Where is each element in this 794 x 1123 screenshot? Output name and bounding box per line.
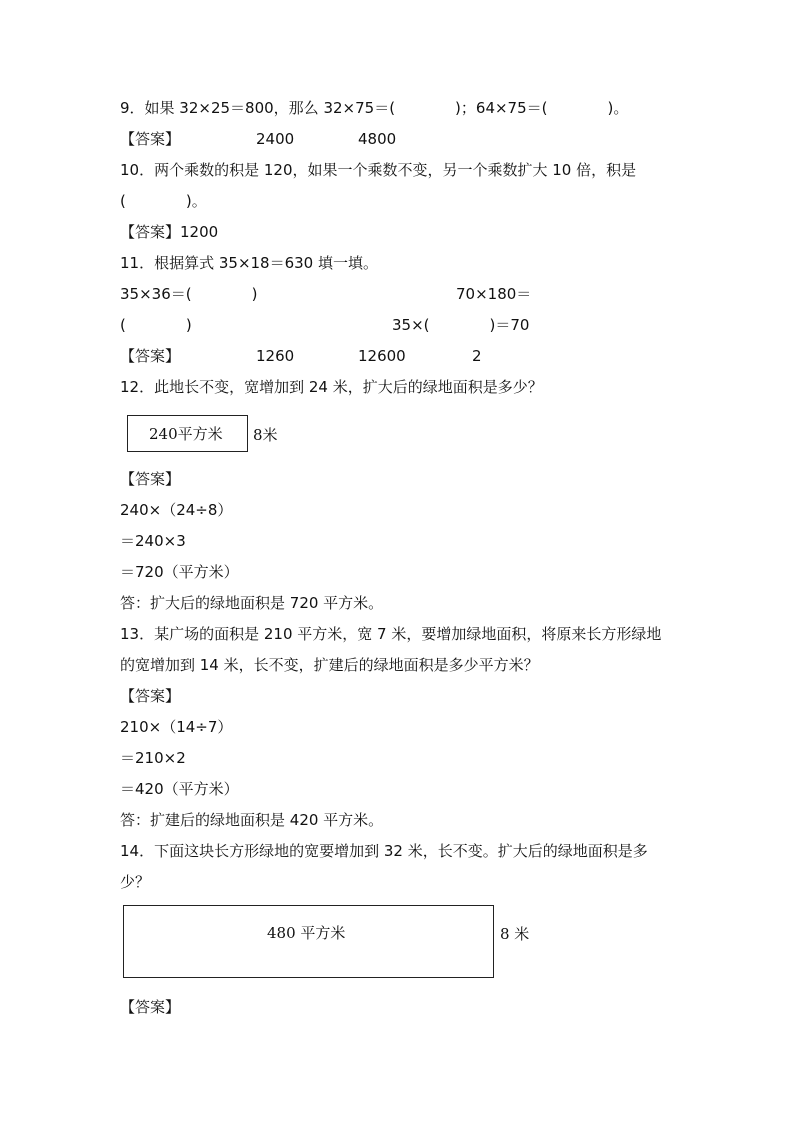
q10-answer: 【答案】1200 xyxy=(120,223,219,241)
q13-answer-tag: 【答案】 xyxy=(120,687,181,705)
q14-field-rectangle xyxy=(123,905,494,978)
q12-area-label: 240平方米 xyxy=(149,425,223,443)
q11-question: 11．根据算式 35×18＝630 填一填。 xyxy=(120,254,378,272)
q11-answer-1: 1260 xyxy=(256,347,295,365)
q12-step1: 240×（24÷8） xyxy=(120,501,233,519)
q14-question-line2: 少？ xyxy=(120,873,151,891)
q11-item-b: 70×180＝ xyxy=(456,285,532,303)
q13-step2: ＝210×2 xyxy=(120,749,186,767)
q12-width-label: 8米 xyxy=(253,426,278,444)
q11-answer-3: 2 xyxy=(472,347,482,365)
q11-answer-2: 12600 xyxy=(358,347,406,365)
q12-answer-tag: 【答案】 xyxy=(120,470,181,488)
q12-step3: ＝720（平方米） xyxy=(120,563,239,581)
q13-question-line1: 13．某广场的面积是 210 平方米，宽 7 米，要增加绿地面积，将原来长方形绿地 xyxy=(120,625,662,643)
q11-item-a: 35×36＝( ) xyxy=(120,285,258,303)
q12-field-rectangle xyxy=(127,415,248,452)
q14-answer-tag: 【答案】 xyxy=(120,998,181,1016)
q11-answer-tag: 【答案】 xyxy=(120,347,181,365)
q10-question-line2: ( )。 xyxy=(120,192,207,210)
q13-step3: ＝420（平方米） xyxy=(120,780,239,798)
q10-question-line1: 10．两个乘数的积是 120，如果一个乘数不变，另一个乘数扩大 10 倍，积是 xyxy=(120,161,637,179)
q9-answer-tag: 【答案】 xyxy=(120,130,181,148)
q9-answer-2: 4800 xyxy=(358,130,397,148)
q14-question-line1: 14．下面这块长方形绿地的宽要增加到 32 米，长不变。扩大后的绿地面积是多 xyxy=(120,842,648,860)
q13-step1: 210×（14÷7） xyxy=(120,718,233,736)
q11-item-c: 35×( )＝70 xyxy=(392,316,530,334)
q13-final-answer: 答：扩建后的绿地面积是 420 平方米。 xyxy=(120,811,384,829)
q13-question-line2: 的宽增加到 14 米，长不变，扩建后的绿地面积是多少平方米？ xyxy=(120,656,539,674)
q9-answer-1: 2400 xyxy=(256,130,295,148)
q11-item-b-blank: ( ) xyxy=(120,316,192,334)
q14-area-label: 480 平方米 xyxy=(267,924,346,942)
q12-final-answer: 答：扩大后的绿地面积是 720 平方米。 xyxy=(120,594,384,612)
q12-question: 12．此地长不变，宽增加到 24 米，扩大后的绿地面积是多少？ xyxy=(120,378,543,396)
q12-step2: ＝240×3 xyxy=(120,532,186,550)
q14-width-label: 8 米 xyxy=(500,925,530,943)
q9-question: 9．如果 32×25＝800，那么 32×75＝( )；64×75＝( )。 xyxy=(120,99,629,117)
